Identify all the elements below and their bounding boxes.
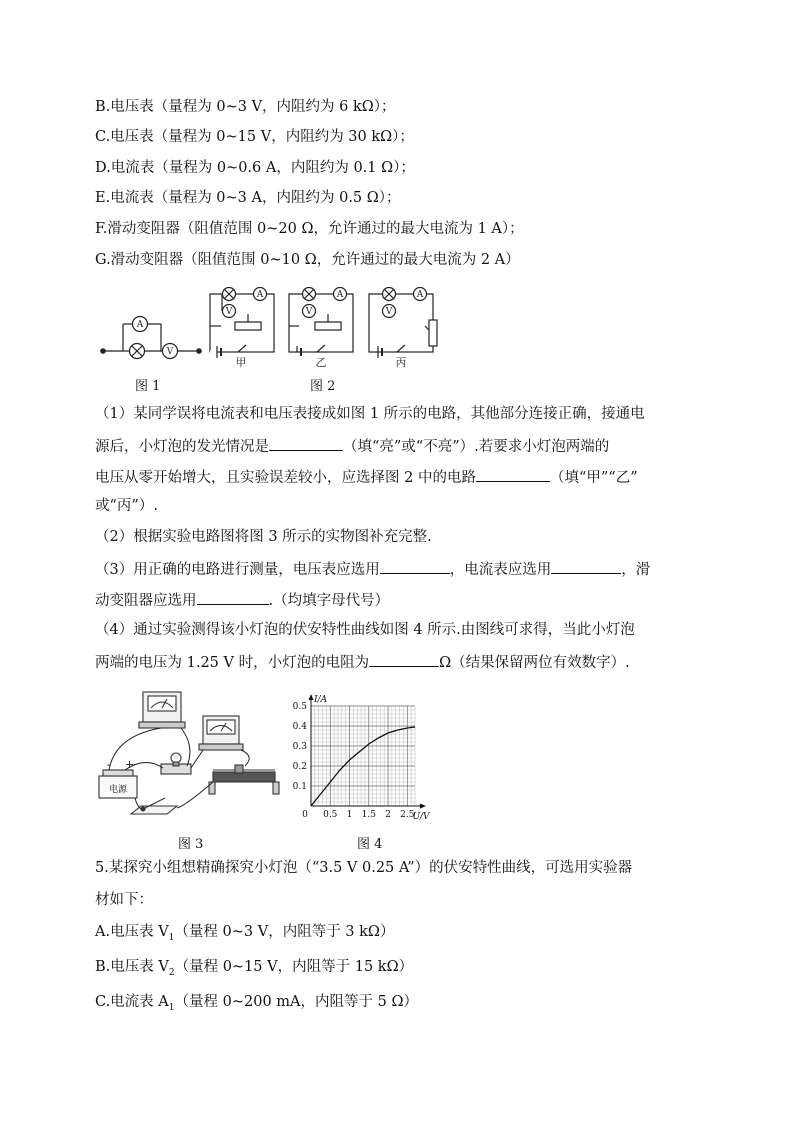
fig3-caption: 图 3 — [178, 837, 204, 852]
minus-label: - — [107, 758, 111, 771]
q5-option-b-sub: 2 — [168, 967, 175, 978]
bing-meter-v: V — [385, 307, 393, 317]
q1-line2-text-b: （填“亮”或“不亮”）.若要求小灯泡两端的 — [343, 439, 610, 455]
y-tick-label: 0.3 — [292, 742, 307, 752]
yi-meter-v: V — [305, 307, 313, 317]
q1-line4: 或“丙”）. — [95, 498, 158, 514]
origin-label: 0 — [302, 810, 308, 820]
x-axis-arrow-icon — [420, 804, 426, 809]
bing-meter-a: A — [416, 290, 424, 300]
label-jia: 甲 — [235, 356, 247, 369]
q5-option-b-pre: B.电压表 V — [95, 959, 169, 975]
figure-3-apparatus — [95, 686, 295, 831]
q1-line1: （1）某同学误将电流表和电压表接成如图 1 所示的电路，其他部分连接正确，接通电 — [95, 406, 645, 422]
q3-line2 — [95, 589, 389, 611]
x-tick-label: 2.5 — [400, 810, 415, 820]
q3-line2-text-a: 动变阻器应选用 — [95, 593, 197, 609]
lamp-device-icon — [161, 753, 191, 774]
q5-line1: 5.某探究小组想精确探究小灯泡（“3.5 V 0.25 A”）的伏安特性曲线，可选用实验器 — [95, 860, 633, 876]
option-f: F.滑动变阻器（阻值范围 0~20 Ω，允许通过的最大电流为 1 A）； — [95, 221, 524, 237]
q2-line: （2）根据实验电路图将图 3 所示的实物图补充完整. — [95, 529, 432, 545]
y-tick-label: 0.5 — [292, 702, 307, 712]
circuit-yi — [289, 288, 353, 357]
q5-option-c-post: （量程 0~200 mA，内阻等于 5 Ω） — [174, 994, 418, 1010]
fig1-meter-v: V — [166, 347, 174, 357]
voltmeter-device-icon — [139, 692, 185, 728]
answer-blank-1[interactable] — [269, 435, 343, 451]
y-tick-label: 0.4 — [292, 722, 307, 732]
y-tick-label: 0.1 — [292, 782, 307, 792]
plus-label: + — [125, 758, 135, 771]
power-label: 电源 — [108, 785, 128, 795]
q3-line1-text-b: ，电流表应选用 — [449, 562, 552, 578]
x-tick-label: 0.5 — [323, 810, 338, 820]
circuit-figures — [95, 286, 455, 372]
x-tick-label: 1.5 — [361, 810, 376, 820]
q1-line3-text-b: （填“甲”“乙” — [549, 470, 638, 486]
x-tick-label: 1 — [346, 810, 353, 820]
q5-line2: 材如下： — [95, 892, 153, 908]
jia-meter-a: A — [256, 290, 264, 300]
fig4-caption: 图 4 — [357, 837, 383, 852]
fig1-caption: 图 1 — [135, 379, 161, 394]
q5-option-c — [95, 992, 418, 1018]
ammeter-device-icon — [199, 716, 243, 750]
y-axis-arrow-icon — [309, 694, 314, 700]
q3-line1-text-a: （3）用正确的电路进行测量，电压表应选用 — [95, 562, 380, 578]
figure-4-iu-chart — [285, 688, 445, 828]
q5-option-a-sub: 1 — [168, 932, 175, 943]
q1-line2 — [95, 435, 609, 457]
q3-line2-text-b: .（均填字母代号） — [268, 593, 390, 609]
answer-blank-ammeter[interactable] — [551, 558, 621, 574]
q4-line2-text-b: Ω（结果保留两位有效数字）. — [439, 655, 630, 671]
circuit-bing — [369, 288, 437, 359]
y-axis-label: I/A — [314, 695, 328, 705]
option-d: D.电流表（量程为 0~0.6 A，内阻约为 0.1 Ω）； — [95, 160, 415, 176]
q1-line3 — [95, 466, 638, 488]
rheostat-device-icon — [209, 765, 279, 794]
q3-line1-text-c: ，滑 — [621, 562, 651, 578]
option-e: E.电流表（量程为 0~3 A，内阻约为 0.5 Ω）； — [95, 190, 401, 206]
jia-meter-v: V — [225, 307, 233, 317]
answer-blank-resistance[interactable] — [369, 651, 439, 667]
q5-option-c-sub: 1 — [168, 1002, 175, 1013]
q4-line2 — [95, 651, 630, 673]
answer-blank-2[interactable] — [476, 466, 550, 482]
circuit-jia — [210, 288, 274, 359]
q4-line1: （4）通过实验测得该小灯泡的伏安特性曲线如图 4 所示.由图线可求得，当此小灯泡 — [95, 622, 635, 638]
y-tick-label: 0.2 — [292, 762, 307, 772]
option-g: G.滑动变阻器（阻值范围 0~10 Ω，允许通过的最大电流为 2 A） — [95, 252, 520, 268]
fig2-caption: 图 2 — [310, 379, 336, 394]
q3-line1 — [95, 558, 650, 580]
q5-option-b — [95, 957, 413, 983]
x-tick-label: 2 — [385, 810, 391, 820]
option-b: B.电压表（量程为 0~3 V，内阻约为 6 kΩ）； — [95, 99, 396, 115]
q5-option-a-pre: A.电压表 V — [95, 924, 169, 940]
figure-1-circuit — [101, 317, 201, 359]
fig1-meter-a: A — [136, 320, 144, 330]
answer-blank-rheostat[interactable] — [197, 589, 269, 605]
q5-option-a-post: （量程 0~3 V，内阻等于 3 kΩ） — [174, 924, 395, 940]
q1-line3-text-a: 电压从零开始增大，且实验误差较小，应选择图 2 中的电路 — [95, 470, 476, 486]
q4-line2-text-a: 两端的电压为 1.25 V 时，小灯泡的电阻为 — [95, 655, 370, 671]
label-bing: 丙 — [395, 356, 407, 369]
yi-meter-a: A — [336, 290, 344, 300]
label-yi: 乙 — [315, 356, 327, 369]
q5-option-a — [95, 922, 394, 948]
q1-line2-text-a: 源后，小灯泡的发光情况是 — [95, 439, 269, 455]
answer-blank-voltmeter[interactable] — [380, 558, 450, 574]
x-axis-label: U/V — [412, 812, 430, 822]
q5-option-b-post: （量程 0~15 V，内阻等于 15 kΩ） — [174, 959, 414, 975]
q5-option-c-pre: C.电流表 A — [95, 994, 169, 1010]
option-c: C.电压表（量程为 0~15 V，内阻约为 30 kΩ）； — [95, 129, 414, 145]
